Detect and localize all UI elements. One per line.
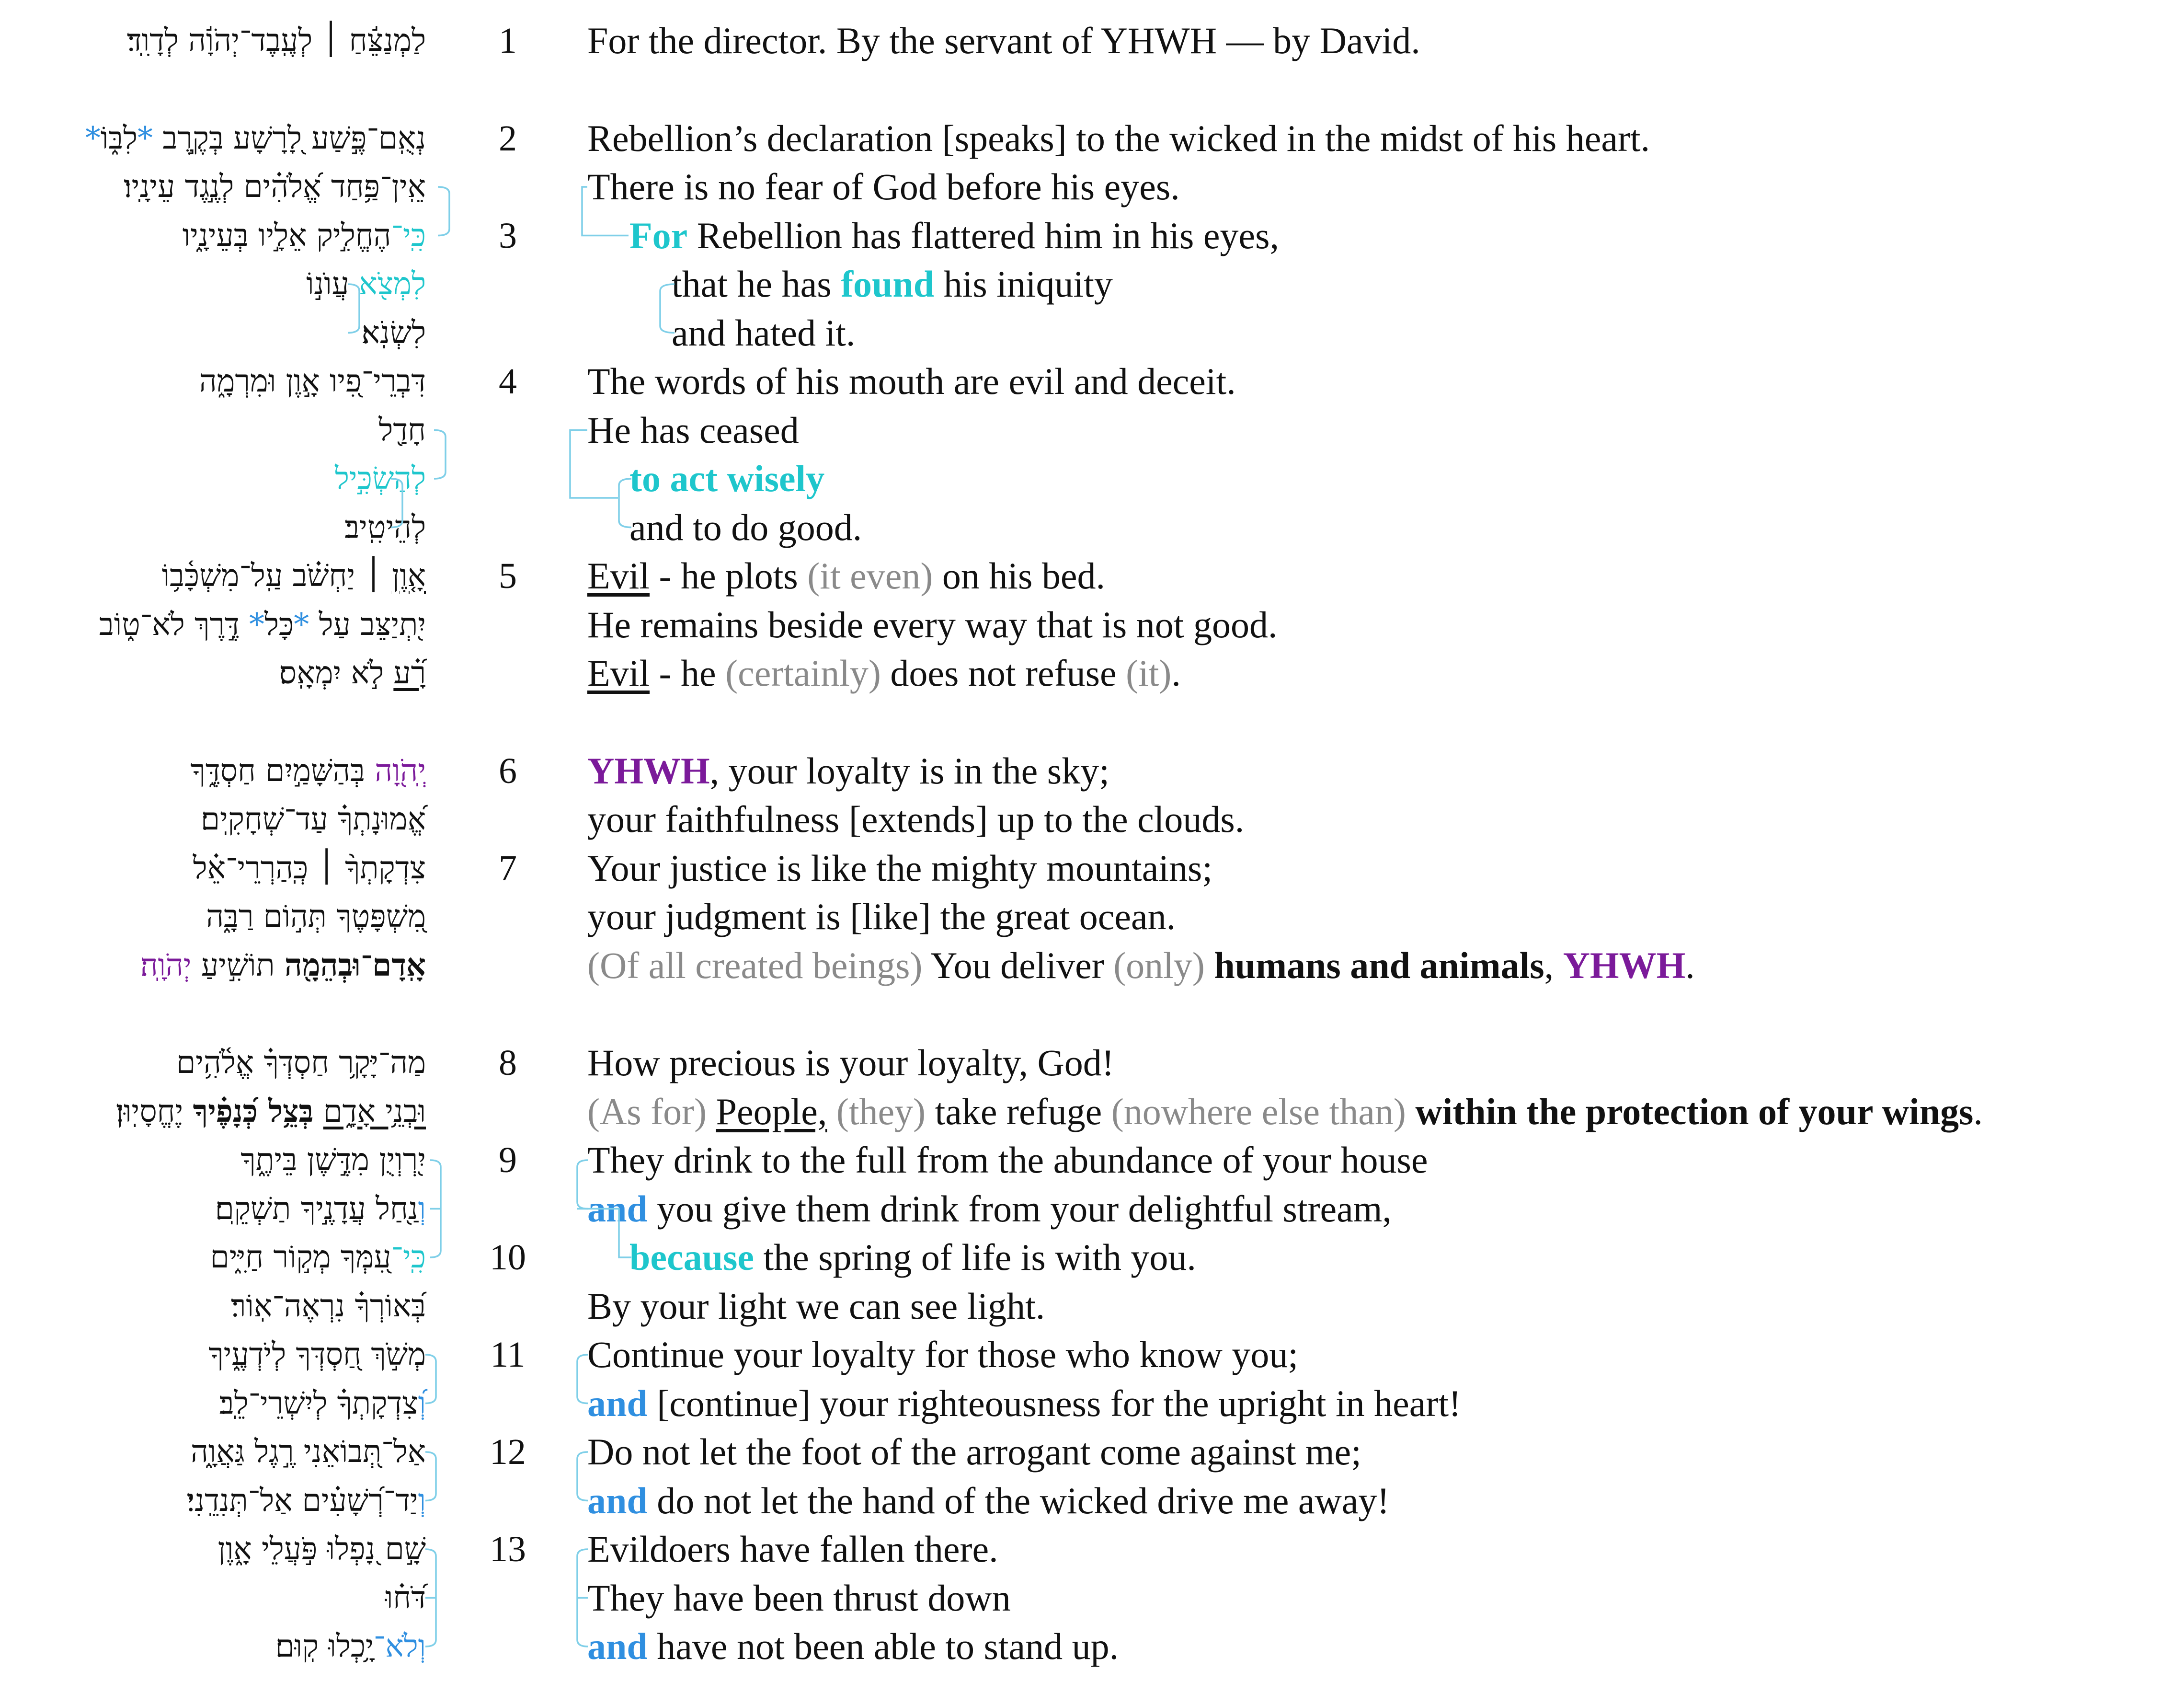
hebrew-text (0, 1185, 426, 1233)
hebrew-text (0, 1623, 426, 1670)
english-segment: take refuge (926, 1090, 1111, 1132)
hebrew-segment: כִּֽי־ (391, 218, 426, 253)
verse-number: 9 (499, 1140, 517, 1180)
hebrew-text (0, 1233, 426, 1281)
hebrew-segment: בְּהַשָּׁמַ֣יִם חַסְדֶּ֑ךָ (190, 753, 375, 789)
hebrew-text (0, 163, 426, 211)
hebrew-segment (313, 1094, 323, 1129)
english-segment: For the director. By the servant of YHWH — by David. (587, 20, 1420, 61)
english-segment: your faithfulness [extends] up to the clouds. (587, 798, 1245, 840)
hebrew-segment: אֵֽין־פַּ֥חַד אֱ֝לֹהִ֗ים לְנֶ֣גֶד עֵינָֽיו׃ (124, 169, 426, 205)
verse-line (0, 1525, 2184, 1573)
hebrew-text (0, 844, 426, 892)
hebrew-segment: בְּ֝אוֹרְךָ֗ נִרְאֶה־אֽוֹר׃ (230, 1288, 426, 1324)
english-translation (587, 1574, 1011, 1622)
verse-line (0, 795, 2184, 843)
english-segment: (Of all created beings) (587, 944, 923, 986)
hebrew-text (0, 552, 426, 600)
hebrew-text (0, 649, 426, 697)
hebrew-segment: וְ֝ (418, 1385, 426, 1421)
hebrew-text (0, 1574, 426, 1622)
hebrew-segment: מַה־יָּקָ֥ר חַסְדְּךָ֗ אֱלֹ֫הִ֥ים (176, 1045, 426, 1081)
hebrew-segment: * (137, 120, 153, 156)
hebrew-segment: רָ֝֗ע (393, 656, 426, 691)
verse-line (0, 893, 2184, 941)
hebrew-text (0, 115, 426, 162)
english-segment: . (1973, 1090, 1983, 1132)
verse-line (0, 1185, 2184, 1233)
english-segment: He has ceased (587, 409, 799, 451)
english-segment: to act wisely (629, 458, 825, 499)
english-translation (587, 309, 855, 357)
english-segment: the spring of life is with you. (754, 1236, 1196, 1278)
english-segment: They have been thrust down (587, 1577, 1011, 1619)
english-translation (587, 17, 1420, 65)
english-translation (587, 893, 1176, 941)
english-translation (587, 504, 862, 552)
hebrew-segment: יִ֭תְיַצֵּב עַל (309, 607, 426, 643)
english-segment: and (587, 1479, 648, 1521)
verse-number: 2 (499, 118, 517, 159)
hebrew-segment: תוֹשִׁ֣יעַ (191, 947, 285, 983)
english-segment: - he (650, 652, 726, 694)
hebrew-text (0, 212, 426, 260)
english-translation (587, 406, 799, 454)
english-segment: and to do good. (629, 506, 862, 548)
verse-line (0, 1136, 2184, 1184)
hebrew-text (0, 942, 426, 990)
english-segment: , (1544, 944, 1563, 986)
verse-line (0, 504, 2184, 552)
hebrew-text (0, 504, 426, 552)
english-segment: because (629, 1236, 754, 1278)
hebrew-text (0, 893, 426, 941)
english-segment: Evil (587, 555, 650, 597)
hebrew-segment: דֶּ֣רֶךְ לֹא־ט֑וֹב (99, 607, 249, 643)
verse-line (0, 163, 2184, 211)
hebrew-segment: נְאֻֽם־פֶּ֣שַׁע לָ֭רָשָׁע בְּקֶ֣רֶב (152, 120, 426, 156)
hebrew-segment: אָ֤וֶן (391, 558, 426, 594)
english-segment: and (587, 1187, 648, 1230)
verse-number: 10 (490, 1237, 526, 1278)
hebrew-text (0, 1136, 426, 1184)
english-segment: (they) (836, 1090, 926, 1132)
english-segment (827, 1091, 836, 1132)
english-segment: YHWH (587, 749, 710, 792)
verse-line (0, 1282, 2184, 1330)
verse-number: 11 (490, 1335, 526, 1375)
hebrew-segment: לִשְׂנֹֽא׃ (361, 315, 426, 351)
english-segment: There is no fear of God before his eyes. (587, 166, 1180, 207)
hebrew-segment: עִ֭מְּךָ מְק֣וֹר חַיִּ֑ים (210, 1240, 391, 1275)
english-translation (587, 1039, 1114, 1087)
hebrew-segment: וּבְנֵ֥י אָדָ֑ם (323, 1094, 426, 1129)
english-segment: you give them drink from your delightful stream, (647, 1187, 1392, 1230)
verse-number: 12 (490, 1432, 526, 1472)
hebrew-segment: יֶחֱסָיֽוּן׃ (115, 1094, 193, 1129)
english-segment: By your light we can see light. (587, 1285, 1045, 1327)
hebrew-segment: יָ֥כְלוּ קֽוּם׃ (275, 1629, 374, 1664)
verse-line (0, 1039, 2184, 1087)
verse-line (0, 601, 2184, 649)
hebrew-text (0, 357, 426, 405)
english-segment: and (587, 1382, 648, 1424)
hebrew-segment: * (85, 120, 101, 156)
english-segment: on his bed. (933, 555, 1105, 597)
verse-line (0, 1477, 2184, 1525)
verse-number: 4 (499, 361, 517, 402)
verse-line (0, 942, 2184, 990)
english-translation (587, 844, 1212, 892)
hebrew-segment: יַד־רְ֝שָׁעִ֗ים אַל־תְּנִדֵֽנִי׃ (186, 1483, 418, 1519)
english-segment: (it even) (807, 555, 933, 597)
english-translation (587, 601, 1277, 649)
english-segment: People, (716, 1090, 827, 1132)
english-segment: The words of his mouth are evil and deceit. (587, 360, 1236, 402)
english-segment: Do not let the foot of the arrogant come against me; (587, 1431, 1361, 1473)
english-segment: For (629, 214, 688, 256)
hebrew-text (0, 309, 426, 357)
hebrew-text (0, 455, 426, 503)
verse-line (0, 649, 2184, 697)
hebrew-segment: לִבּ֑וֹ (100, 120, 137, 156)
hebrew-segment: לֹ֣א יִמְאָֽס׃ (279, 656, 394, 691)
hebrew-segment: * (294, 607, 309, 643)
hebrew-segment: הֶחֱלִ֣יק אֵלָ֣יו בְּעֵינָ֑יו (182, 218, 391, 253)
hebrew-segment: וְ (418, 1483, 426, 1519)
hebrew-segment: מְשֹׁ֣ךְ חַ֭סְדְּךָ לְיֹדְעֶ֑יךָ (208, 1337, 426, 1372)
hebrew-segment: בְּצֵ֥ל כְּ֝נָפֶ֗יךָ (193, 1093, 314, 1129)
english-segment: He remains beside every way that is not good. (587, 603, 1278, 645)
hebrew-segment: צִדְקָתְךָ֨ ׀ כְּֽהַרְרֵי־אֵ֗ל (193, 850, 426, 886)
hebrew-text (0, 1088, 426, 1136)
english-translation (587, 260, 1113, 308)
hebrew-segment: צִדְקָתְךָ֗ לְיִשְׁרֵי־לֵֽב׃ (219, 1385, 418, 1421)
english-translation (587, 357, 1236, 405)
english-translation (587, 1136, 1428, 1184)
hebrew-text (0, 1331, 426, 1379)
hebrew-segment: לַמְנַצֵּ֬חַ ׀ לְעֶֽבֶד־יְהֹוָ֬ה לְדָוִֽד׃ (126, 23, 426, 58)
hebrew-segment: ׀ יַחְשֹׁ֗ב עַֽל־מִשְׁכָּ֫ב֥וֹ (161, 558, 392, 594)
english-translation (587, 747, 1109, 795)
hebrew-text (0, 1428, 426, 1476)
english-translation (587, 1477, 1389, 1525)
verse-line (0, 1380, 2184, 1428)
english-translation (587, 942, 1695, 990)
verse-line (0, 844, 2184, 892)
english-segment: found (841, 263, 935, 305)
english-translation (587, 1525, 998, 1573)
verse-line (0, 406, 2184, 454)
english-segment (707, 1091, 716, 1132)
english-translation (587, 1623, 1119, 1670)
verse-number: 5 (499, 556, 517, 596)
english-translation (587, 795, 1244, 843)
english-translation (587, 1088, 1983, 1136)
hebrew-segment: אֱ֝מוּנָתְךָ֗ עַד־שְׁחָקִֽים׃ (201, 802, 426, 837)
english-translation (587, 1233, 1196, 1281)
english-segment: Evil (587, 652, 650, 694)
english-segment: (nowhere else than) (1111, 1090, 1406, 1132)
english-segment: (certainly) (725, 652, 881, 694)
hebrew-text (0, 17, 426, 65)
hebrew-segment: יְֽהֹוָ֭ה (375, 753, 426, 789)
english-segment: How precious is your loyalty, God! (587, 1042, 1114, 1083)
verse-number: 7 (499, 848, 517, 888)
verse-line (0, 309, 2184, 357)
english-segment: They drink to the full from the abundance of your house (587, 1139, 1428, 1181)
english-segment: - he plots (650, 555, 808, 597)
english-translation (587, 1331, 1298, 1379)
english-translation (587, 1185, 1392, 1233)
english-segment: (it) (1126, 652, 1172, 694)
english-segment (1406, 1091, 1416, 1132)
english-segment: his iniquity (934, 263, 1113, 305)
hebrew-segment: אָֽדָם־וּבְהֵמָ֖ה (284, 947, 426, 983)
english-translation (587, 649, 1181, 697)
hebrew-text (0, 1477, 426, 1525)
english-translation (587, 1282, 1045, 1330)
english-segment: . (1171, 652, 1181, 694)
english-segment: (As for) (587, 1090, 707, 1132)
hebrew-text (0, 260, 426, 308)
verse-line (0, 1088, 2184, 1136)
english-translation (587, 163, 1180, 211)
hebrew-segment: דֹּ֝ח֗וּ (385, 1580, 426, 1616)
hebrew-segment: לְהֵיטִֽיב׃ (344, 509, 426, 545)
hebrew-segment: לִמְצֹ֖א (359, 266, 426, 302)
verse-line (0, 212, 2184, 260)
verse-line (0, 17, 2184, 65)
english-segment: humans and animals (1214, 944, 1544, 986)
verse-number: 13 (490, 1529, 526, 1569)
english-translation (587, 212, 1279, 260)
english-segment: Rebellion’s declaration [speaks] to the wicked in the midst of his heart. (587, 117, 1650, 159)
english-translation (587, 115, 1650, 162)
english-segment: YHWH (1563, 944, 1686, 986)
english-segment: Evildoers have fallen there. (587, 1528, 998, 1570)
verse-line (0, 747, 2184, 795)
hebrew-text (0, 1525, 426, 1573)
hebrew-segment: שָׁ֣ם נָ֭פְלוּ פֹּ֣עֲלֵי אָ֑וֶן (217, 1531, 426, 1567)
verse-line (0, 357, 2184, 405)
hebrew-segment: * (249, 607, 264, 643)
english-segment: [continue] your righteousness for the upright in heart! (647, 1382, 1461, 1424)
english-segment: , your loyalty is in the sky; (709, 749, 1109, 792)
verse-line (0, 455, 2184, 503)
hebrew-segment: מִ֭שְׁפָּטֶךָ תְּה֣וֹם רַבָּ֑ה (206, 899, 426, 934)
english-segment: and hated it. (672, 311, 856, 354)
hebrew-text (0, 747, 426, 795)
verse-line (0, 1574, 2184, 1622)
hebrew-segment: נַ֖חַל עֲדָנֶ֣יךָ תַשְׁקֵֽם׃ (215, 1191, 418, 1227)
english-segment: Rebellion has flattered him in his eyes, (687, 214, 1279, 256)
english-segment: your judgment is [like] the great ocean. (587, 896, 1176, 937)
hebrew-segment: יִ֭רְוְיֻן מִדֶּ֣שֶׁן בֵּיתֶ֑ךָ (240, 1142, 426, 1178)
english-segment: does not refuse (880, 652, 1126, 694)
verse-number: 8 (499, 1043, 517, 1083)
verse-line (0, 552, 2184, 600)
hebrew-segment: כִּֽי־ (391, 1240, 426, 1275)
hebrew-segment: יְהֹוָֽה׃ (140, 947, 192, 983)
english-segment: that he has (672, 263, 841, 305)
verse-line (0, 1428, 2184, 1476)
hebrew-text (0, 1380, 426, 1428)
hebrew-segment: עֲוֺנ֣וֹ (306, 266, 359, 302)
hebrew-text (0, 1039, 426, 1087)
verse-line (0, 115, 2184, 162)
english-segment: Continue your loyalty for those who know you; (587, 1334, 1299, 1375)
hebrew-segment: אַל־תְּ֭בוֹאֵנִי רֶ֣גֶל גַּאֲוָ֑ה (191, 1434, 426, 1470)
english-segment: have not been able to stand up. (647, 1625, 1119, 1667)
english-segment: You deliver (922, 944, 1114, 986)
english-segment: within the protection of your wings (1415, 1090, 1974, 1132)
english-segment: . (1685, 944, 1695, 986)
english-translation (587, 1380, 1461, 1428)
hebrew-text (0, 1282, 426, 1330)
verse-line (0, 1331, 2184, 1379)
english-segment: and (587, 1625, 648, 1667)
english-segment: do not let the hand of the wicked drive me away! (647, 1479, 1390, 1521)
hebrew-text (0, 795, 426, 843)
verse-number: 1 (499, 21, 517, 61)
verse-line (0, 1623, 2184, 1670)
verse-line (0, 260, 2184, 308)
english-segment: Your justice is like the mighty mountains; (587, 847, 1213, 889)
english-translation (587, 552, 1105, 600)
verse-number: 6 (499, 750, 517, 791)
english-segment: (only) (1113, 944, 1205, 986)
english-segment (1205, 944, 1214, 986)
hebrew-segment: חָדַ֖ל (378, 412, 426, 448)
hebrew-segment: כָּל (264, 607, 294, 643)
hebrew-text (0, 406, 426, 454)
hebrew-segment: וְלֹא־ (373, 1629, 426, 1664)
hebrew-segment: דִּבְרֵי־פִ֭יו אָ֣וֶן וּמִרְמָ֑ה (199, 364, 426, 399)
verse-number: 3 (499, 215, 517, 256)
english-translation (587, 455, 824, 503)
hebrew-segment: וְ (418, 1191, 426, 1227)
hebrew-text (0, 601, 426, 649)
verse-line (0, 1233, 2184, 1281)
hebrew-segment: לְהַשְׂכִּ֣יל (334, 461, 426, 496)
english-translation (587, 1428, 1361, 1476)
